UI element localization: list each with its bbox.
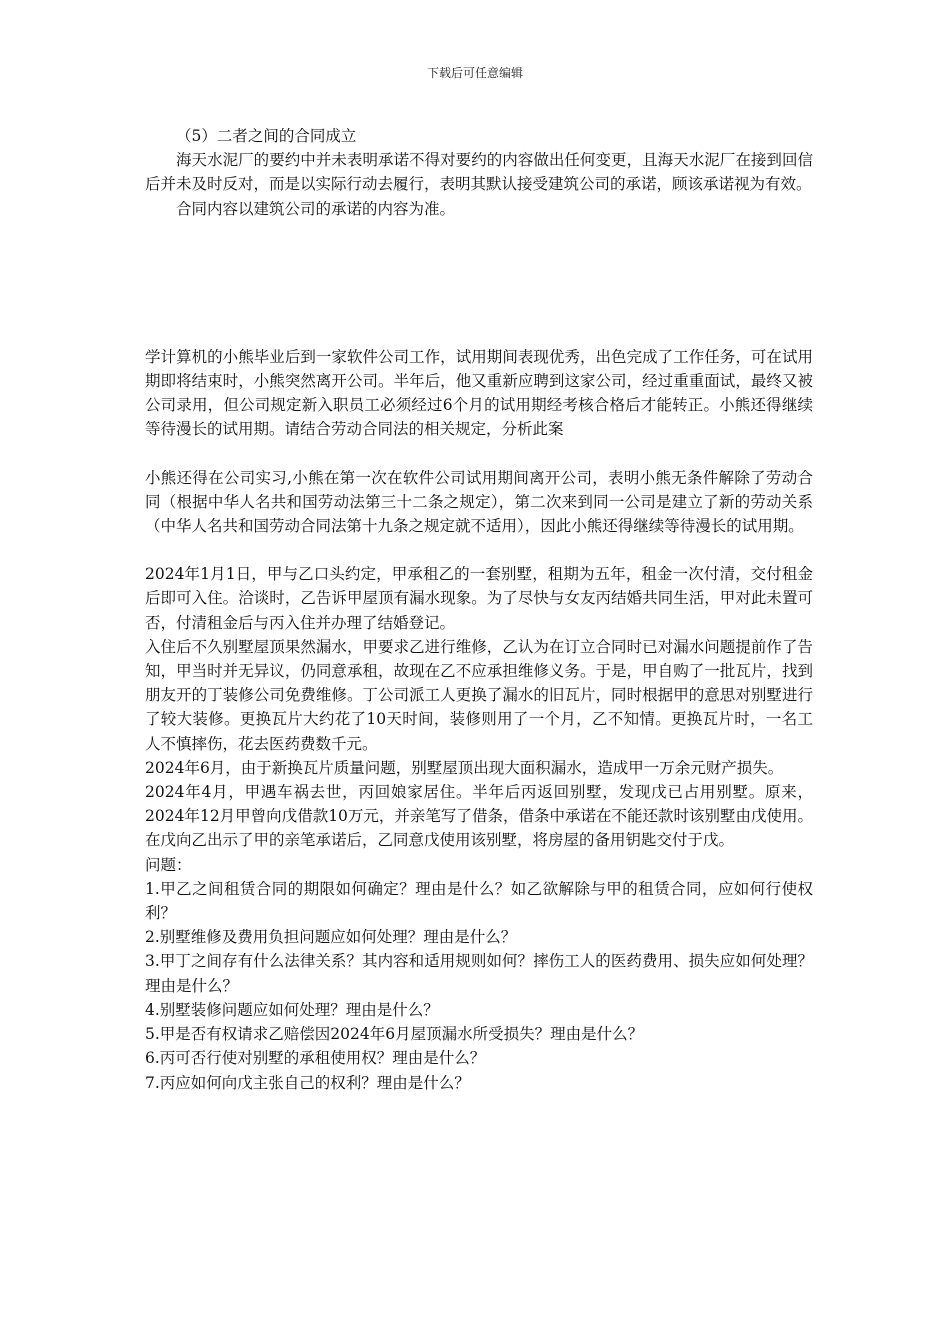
document-body [145, 124, 813, 1095]
question-item: 5.甲是否有权请求乙赔偿因2024年6月屋顶漏水所受损失？理由是什么？ [145, 1025, 644, 1044]
question-item: 1.甲乙之间租赁合同的期限如何确定？理由是什么？如乙欲解除与甲的租赁合同，应如何行使权利？ [145, 879, 813, 923]
page-header: 下载后可任意编辑 [426, 66, 523, 80]
question-item: 3.甲丁之间存有什么法律关系？其内容和适用规则如何？摔伤工人的医药费用、损失应如何处理？理由是什么？ [145, 952, 813, 995]
paragraph: 海天水泥厂的要约中并未表明承诺不得对要约的内容做出任何变更，且海天水泥厂在接到回信后并未及时反对，而是以实际行动去履行，表明其默认接受建筑公司的承诺，顾该承诺视为有效。 [145, 151, 813, 194]
case-paragraph: 2024年6月，由于新换瓦片质量问题，别墅屋顶出现大面积漏水，造成甲一万余元财产损失。 [145, 758, 784, 777]
case-paragraph: 入住后不久别墅屋顶果然漏水，甲要求乙进行维修，乙认为在订立合同时已对漏水问题提前作了告知，甲当时并无异议，仍同意承租，故现在乙不应承担维修义务。于是，甲自购了一批瓦片，找到朋友开的丁装修公司免费维修。丁公司派工人更换了漏水的旧瓦片，同时根据甲的意思对别墅进行了较大装修。更换瓦片大约花了10天时间，装修则用了一个月，乙不知情。更换瓦片时，一名工人不慎摔伤，花去医药费数千元。 [145, 637, 813, 753]
question-item: 4.别墅装修问题应如何处理？理由是什么？ [145, 1000, 439, 1019]
case-paragraph: 2024年4月，甲遇车祸去世，丙回娘家居住。半年后丙返回别墅，发现戊已占用别墅。原来，2024年12月甲曾向戊借款10万元，并亲笔写了借条，借条中承诺在不能还款时该别墅由戊使用。在戊向乙出示了甲的亲笔承诺后，乙同意戊使用该别墅，将房屋的备用钥匙交付于戊。 [145, 783, 813, 850]
case-paragraph: 2024年1月1日，甲与乙口头约定，甲承租乙的一套别墅，租期为五年，租金一次付清，交付租金后即可入住。洽谈时，乙告诉甲屋顶有漏水现象。为了尽快与女友丙结婚共同生活，甲对此未置可否，付清租金后与丙入住并办理了结婚登记。 [145, 565, 813, 632]
case-paragraph: 学计算机的小熊毕业后到一家软件公司工作，试用期间表现优秀，出色完成了工作任务，可在试用期即将结束时，小熊突然离开公司。半年后，他又重新应聘到这家公司，经过重重面试，最终又被公司录用，但公司规定新入职员工必须经过6个月的试用期经考核合格后才能转正。小熊还得继续等待漫长的试用期。请结合劳动合同法的相关规定，分析此案 [145, 347, 813, 439]
spacer [145, 538, 813, 562]
question-item: 2.别墅维修及费用负担问题应如何处理？理由是什么？ [145, 928, 517, 947]
question-item: 6.丙可否行使对别墅的承租使用权？理由是什么？ [145, 1049, 486, 1068]
spacer [145, 442, 813, 466]
section-heading: （5）二者之间的合同成立 [176, 127, 357, 145]
answer-paragraph: 小熊还得在公司实习,小熊在第一次在软件公司试用期间离开公司，表明小熊无条件解除了劳动合同（根据中华人名共和国劳动法第三十二条之规定），第二次来到同一公司是建立了新的劳动关系（中华人名共和国劳动合同法第十九条之规定就不适用），因此小熊还得继续等待漫长的试用期。 [145, 468, 813, 536]
question-item: 7.丙应如何向戊主张自己的权利？理由是什么？ [145, 1073, 470, 1092]
questions-label: 问题： [145, 855, 192, 874]
spacer [145, 221, 813, 345]
paragraph: 合同内容以建筑公司的承诺的内容为准。 [176, 199, 456, 218]
